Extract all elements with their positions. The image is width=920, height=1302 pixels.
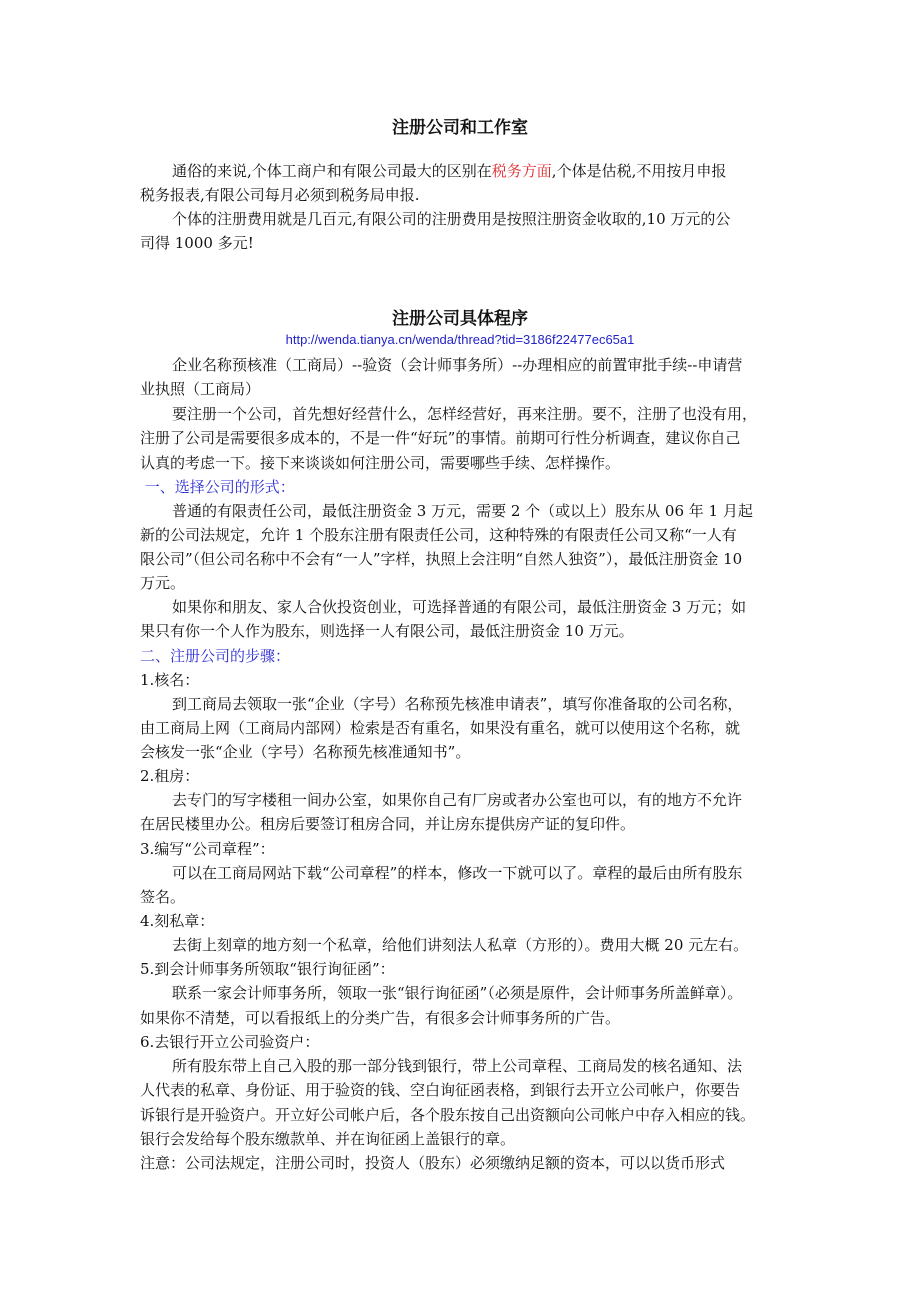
text-line: 限公司”（但公司名称中不会有“一人”字样，执照上会注明“自然人独资”），最低注册资金 10: [140, 550, 743, 568]
text-line: 在居民楼里办公。租房后要签订租房合同，并让房东提供房产证的复印件。: [140, 815, 636, 833]
intro-paragraph-2-line-1: 个体的注册费用就是几百元,有限公司的注册费用是按照注册资金收取的,10 万元的公: [172, 210, 731, 228]
text-line: 注册了公司是需要很多成本的，不是一件“好玩”的事情。前期可行性分析调查，建议你自己: [140, 429, 741, 447]
text-line: 由工商局上网（工商局内部网）检索是否有重名，如果没有重名，就可以使用这个名称，就: [140, 719, 741, 737]
step-heading-rent-office: 2.租房：: [140, 767, 200, 785]
text-line: 果只有你一个人作为股东，则选择一人有限公司，最低注册资金 10 万元。: [140, 622, 634, 640]
text-line: 去街上刻章的地方刻一个私章，给他们讲刻法人私章（方形的）。费用大概 20 元左右。: [172, 936, 749, 954]
intro-paragraph-2-line-2: 司得 1000 多元!: [140, 234, 254, 252]
text-line: 到工商局去领取一张“企业（字号）名称预先核准申请表”，填写你准备取的公司名称，: [172, 695, 743, 713]
step-heading-articles: 3.编写“公司章程”：: [140, 840, 275, 858]
text-line: 人代表的私章、身份证、用于验资的钱、空白询征函表格，到银行去开立公司帐户，你要告: [140, 1081, 741, 1099]
section-heading-company-form: 一、选择公司的形式：: [140, 478, 295, 496]
note-line: 注意：公司法规定，注册公司时，投资人（股东）必须缴纳足额的资本，可以以货币形式: [140, 1154, 726, 1172]
text-line: 普通的有限责任公司，最低注册资金 3 万元，需要 2 个（或以上）股东从 06 年 1 月起: [172, 502, 753, 520]
text-line: 所有股东带上自己入股的那一部分钱到银行，带上公司章程、工商局发的核名通知、法: [172, 1057, 743, 1075]
highlight-tax-aspect: 税务方面: [491, 162, 552, 180]
text-line: 如果你和朋友、家人合伙投资创业，可选择普通的有限公司，最低注册资金 3 万元；如: [172, 598, 747, 616]
text-line: 认真的考虑一下。接下来谈谈如何注册公司，需要哪些手续、怎样操作。: [140, 454, 621, 472]
text-line: 万元。: [140, 574, 186, 592]
title-register-company-studio: 注册公司和工作室: [392, 118, 528, 138]
text-line: 企业名称预核准（工商局）--验资（会计师事务所）--办理相应的前置审批手续--申请营: [172, 356, 743, 374]
text-line: 可以在工商局网站下载“公司章程”的样本，修改一下就可以了。章程的最后由所有股东: [172, 864, 743, 882]
text-line: 业执照（工商局）: [140, 380, 261, 398]
step-heading-bank-account: 6.去银行开立公司验资户：: [140, 1033, 320, 1051]
step-heading-name-check: 1.核名：: [140, 671, 200, 689]
text-line: 会核发一张“企业（字号）名称预先核准通知书”。: [140, 743, 471, 761]
text-line: 联系一家会计师事务所，领取一张“银行询征函”（必须是原件，会计师事务所盖鲜章）。: [172, 984, 743, 1002]
title-registration-procedure: 注册公司具体程序: [392, 309, 528, 329]
text-line: 银行会发给每个股东缴款单、并在询征函上盖银行的章。: [140, 1130, 516, 1148]
text-line: 签名。: [140, 888, 186, 906]
step-heading-private-seal: 4.刻私章：: [140, 912, 215, 930]
section-heading-registration-steps: 二、注册公司的步骤：: [140, 647, 291, 665]
intro-text: 通俗的来说,个体工商户和有限公司最大的区别在: [172, 162, 492, 180]
text-line: 去专门的写字楼租一间办公室，如果你自己有厂房或者办公室也可以，有的地方不允许: [172, 791, 743, 809]
text-line: 如果你不清楚，可以看报纸上的分类广告，有很多会计师事务所的广告。: [140, 1009, 621, 1027]
text-line: 要注册一个公司，首先想好经营什么，怎样经营好，再来注册。要不，注册了也没有用，: [172, 405, 758, 423]
text-line: 诉银行是开验资户。开立好公司帐户后，各个股东按自己出资额向公司帐户中存入相应的钱。: [140, 1106, 756, 1124]
source-link[interactable]: http://wenda.tianya.cn/wenda/thread?tid=3186f22477ec65a1: [285, 332, 635, 347]
text-line: 新的公司法规定，允许 1 个股东注册有限责任公司，这种特殊的有限责任公司又称“一人有: [140, 526, 737, 544]
intro-paragraph-1-line-2: 税务报表,有限公司每月必须到税务局申报.: [140, 186, 420, 204]
intro-text: ,个体是估税,不用按月申报: [551, 162, 727, 180]
intro-paragraph-1-line-1: [172, 159, 726, 183]
step-heading-bank-inquiry-letter: 5.到会计师事务所领取“银行询征函”：: [140, 960, 395, 978]
